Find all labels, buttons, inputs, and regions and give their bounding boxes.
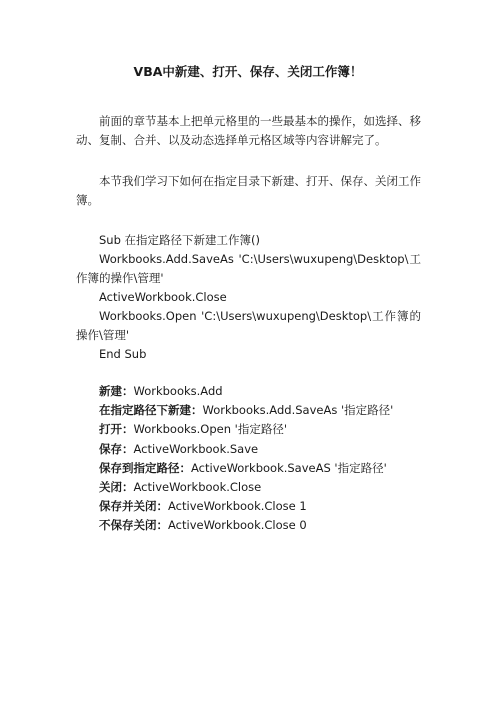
definition-value: Workbooks.Add.SaveAs '指定路径': [202, 403, 394, 418]
definition-row: [99, 420, 393, 439]
definition-row: [99, 459, 393, 478]
definition-value: ActiveWorkbook.Close: [133, 480, 262, 495]
definition-key: 保存到指定路径：: [99, 460, 191, 475]
definition-key: 新建：: [99, 384, 134, 398]
intro-paragraph-2-block: [76, 172, 421, 210]
intro-paragraph: 前面的章节基本上把单元格里的一些最基本的操作，如选择、移动、复制、合并、以及动态选择单元格区域等内容讲解完了。: [76, 114, 421, 147]
definition-value: ActiveWorkbook.Close 0: [168, 518, 307, 533]
definition-value: Workbooks.Add: [133, 384, 223, 398]
definition-key: 保存：: [99, 441, 134, 456]
document-title: VBA中新建、打开、保存、关闭工作簿！: [133, 64, 363, 79]
definitions-list: [99, 382, 393, 536]
definition-row: [99, 516, 393, 535]
definition-value: ActiveWorkbook.Save: [133, 441, 259, 456]
definition-value: ActiveWorkbook.SaveAS '指定路径': [191, 460, 387, 475]
definition-value: ActiveWorkbook.Close 1: [168, 499, 307, 514]
definition-key: 打开：: [99, 422, 134, 437]
definition-row: [99, 382, 393, 401]
code-line-end: End Sub: [99, 347, 147, 361]
vba-code-block: [76, 231, 421, 364]
definition-row: [99, 440, 393, 459]
definition-row: [99, 497, 393, 516]
definition-key: 关闭：: [99, 480, 134, 495]
intro-paragraph: 本节我们学习下如何在指定目录下新建、打开、保存、关闭工作簿。: [76, 174, 421, 207]
definition-row: [99, 401, 393, 420]
code-line-close: ActiveWorkbook.Close: [99, 290, 227, 304]
code-line-open: Workbooks.Open 'C:\Users\wuxupeng\Desktop\工作簿的操作\管理': [76, 309, 421, 342]
code-line-saveas: Workbooks.Add.SaveAs 'C:\Users\wuxupeng\Desktop\工作簿的操作\管理': [76, 252, 421, 285]
definition-value: Workbooks.Open '指定路径': [133, 422, 287, 437]
intro-paragraph-1-block: [76, 112, 421, 150]
definition-key: 在指定路径下新建：: [99, 403, 203, 418]
definition-key: 不保存关闭：: [99, 518, 168, 533]
definition-row: [99, 478, 393, 497]
definition-key: 保存并关闭：: [99, 499, 168, 514]
code-line-sub: Sub 在指定路径下新建工作簿(): [99, 233, 261, 247]
